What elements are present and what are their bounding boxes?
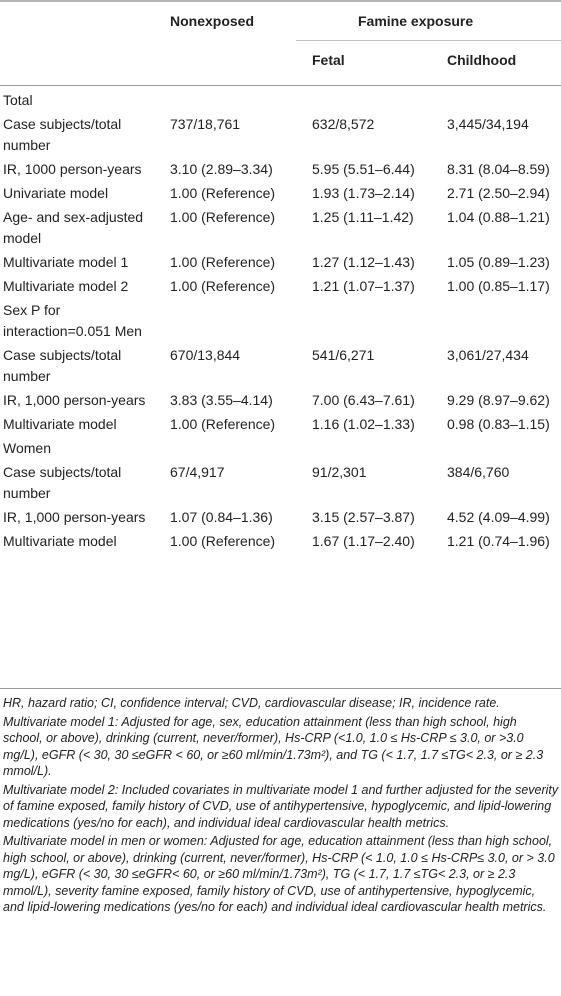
nonexposed-cell: 1.00 (Reference) xyxy=(170,416,276,432)
footnote-model-sex: Multivariate model in men or women: Adjusted for age, education attainment (less than high school, high school, or above), drinking (current, never/former), Hs-CRP (< 1.0, 1.0 ≤ Hs-CRP≤ 3.0, or > 3.0 mg/L), eGFR (< 30, 30 ≤eGFR< 60, or ≥60 ml/min/1.73m²), TG (< 1.7, 1.7 ≤TG< 2.3, or ≥ 2.3 mmol/L), severity famine exposed, family history of CVD, use of antihypertensive, hypoglycemic, and lipid-lowering medications (yes/no for each) and individual ideal cardiovascular health metrics. xyxy=(3,834,555,914)
table-row xyxy=(0,531,561,555)
fetal-cell xyxy=(308,438,443,462)
table-row xyxy=(0,507,561,531)
nonexposed-cell: 3.10 (2.89–3.34) xyxy=(170,161,273,177)
nonexposed-cell: 1.07 (0.84–1.36) xyxy=(170,509,273,525)
table-row xyxy=(0,114,561,159)
fetal-cell: 91/2,301 xyxy=(312,464,367,480)
fetal-cell: 1.27 (1.12–1.43) xyxy=(312,254,415,270)
nonexposed-cell: 1.00 (Reference) xyxy=(170,209,276,225)
table-row xyxy=(0,252,561,276)
header-nonexposed: Nonexposed xyxy=(170,13,255,29)
childhood-cell xyxy=(443,90,561,114)
fetal-cell: 632/8,572 xyxy=(312,116,375,132)
table-row xyxy=(0,183,561,207)
table-footnotes xyxy=(3,695,559,918)
row-label: Multivariate model 1 xyxy=(3,254,129,270)
nonexposed-cell: 3.83 (3.55–4.14) xyxy=(170,392,273,408)
header-fetal: Fetal xyxy=(312,52,345,68)
fetal-cell: 1.93 (1.73–2.14) xyxy=(312,185,415,201)
row-label: Women xyxy=(3,440,51,456)
top-rule xyxy=(0,0,561,2)
nonexposed-cell: 67/4,917 xyxy=(170,464,225,480)
childhood-cell: 1.04 (0.88–1.21) xyxy=(447,209,550,225)
childhood-cell: 1.05 (0.89–1.23) xyxy=(447,254,550,270)
childhood-cell: 0.98 (0.83–1.15) xyxy=(447,416,550,432)
fetal-cell: 7.00 (6.43–7.61) xyxy=(312,392,415,408)
table-row xyxy=(0,390,561,414)
childhood-cell: 4.52 (4.09–4.99) xyxy=(447,509,550,525)
header-famine-exposure: Famine exposure xyxy=(358,13,474,29)
fetal-cell: 1.16 (1.02–1.33) xyxy=(312,416,415,432)
nonexposed-cell xyxy=(166,300,308,345)
row-label: IR, 1,000 person-years xyxy=(3,392,146,408)
table-row xyxy=(0,414,561,438)
childhood-cell: 3,445/34,194 xyxy=(447,116,529,132)
childhood-cell xyxy=(443,438,561,462)
table-row xyxy=(0,207,561,252)
table-row xyxy=(0,159,561,183)
table-row xyxy=(0,345,561,390)
fetal-cell: 3.15 (2.57–3.87) xyxy=(312,509,415,525)
row-label: Multivariate model xyxy=(3,533,117,549)
table-row xyxy=(0,300,561,345)
fetal-cell: 1.67 (1.17–2.40) xyxy=(312,533,415,549)
fetal-cell: 1.25 (1.11–1.42) xyxy=(312,209,414,225)
nonexposed-cell: 1.00 (Reference) xyxy=(170,254,276,270)
nonexposed-cell xyxy=(166,90,308,114)
row-label: Case subjects/total number xyxy=(3,116,122,153)
fetal-cell xyxy=(308,300,443,345)
fetal-cell: 5.95 (5.51–6.44) xyxy=(312,161,415,177)
childhood-cell: 1.21 (0.74–1.96) xyxy=(447,533,550,549)
childhood-cell: 384/6,760 xyxy=(447,464,510,480)
table-row xyxy=(0,438,561,462)
row-label: IR, 1000 person-years xyxy=(3,161,142,177)
row-label: Univariate model xyxy=(3,185,109,201)
row-label: IR, 1,000 person-years xyxy=(3,509,146,525)
fetal-cell xyxy=(308,90,443,114)
header-rule xyxy=(0,85,561,86)
row-label: Sex P for interaction=0.051 Men xyxy=(3,302,142,339)
bottom-rule xyxy=(0,688,561,689)
nonexposed-cell: 1.00 (Reference) xyxy=(170,185,276,201)
childhood-cell: 2.71 (2.50–2.94) xyxy=(447,185,550,201)
childhood-cell xyxy=(443,300,561,345)
table-row xyxy=(0,90,561,114)
results-table xyxy=(0,90,561,555)
nonexposed-cell xyxy=(166,438,308,462)
footnote-model-2: Multivariate model 2: Included covariates in multivariate model 1 and further adjusted for the severity of famine exposed, family history of CVD, use of antihypertensive, hypoglycemic, and lipid-lowering medications (yes/no for each), and individual ideal cardiovascular health metrics. xyxy=(3,782,559,830)
header-childhood: Childhood xyxy=(447,52,517,68)
childhood-cell: 3,061/27,434 xyxy=(447,347,529,363)
childhood-cell: 1.00 (0.85–1.17) xyxy=(447,278,550,294)
fetal-cell: 1.21 (1.07–1.37) xyxy=(312,278,415,294)
childhood-cell: 9.29 (8.97–9.62) xyxy=(447,392,550,408)
famine-subheader-rule xyxy=(296,40,561,41)
fetal-cell: 541/6,271 xyxy=(312,347,375,363)
row-label: Case subjects/total number xyxy=(3,347,122,384)
nonexposed-cell: 1.00 (Reference) xyxy=(170,278,276,294)
row-label: Total xyxy=(3,92,33,108)
table-row xyxy=(0,276,561,300)
table-row xyxy=(0,462,561,507)
row-label: Case subjects/total number xyxy=(3,464,122,501)
nonexposed-cell: 1.00 (Reference) xyxy=(170,533,276,549)
nonexposed-cell: 670/13,844 xyxy=(170,347,241,363)
footnote-model-1: Multivariate model 1: Adjusted for age, sex, education attainment (less than high school, high school, or above), drinking (current, never/former), Hs-CRP (<1.0, 1.0 ≤ Hs-CRP ≤ 3.0, or >3.0 mg/L), eGFR (< 30, 30 ≤eGFR < 60, or ≥60 ml/min/1.73m²), and TG (< 1.7, 1.7 ≤TG< 2.3, or ≥ 2.3 mmol/L). xyxy=(3,714,544,778)
row-label: Age- and sex-adjusted model xyxy=(3,209,144,246)
nonexposed-cell: 737/18,761 xyxy=(170,116,241,132)
footnote-abbreviations: HR, hazard ratio; CI, confidence interval; CVD, cardiovascular disease; IR, incidence rate. xyxy=(3,696,500,710)
row-label: Multivariate model xyxy=(3,416,117,432)
row-label: Multivariate model 2 xyxy=(3,278,129,294)
childhood-cell: 8.31 (8.04–8.59) xyxy=(447,161,550,177)
